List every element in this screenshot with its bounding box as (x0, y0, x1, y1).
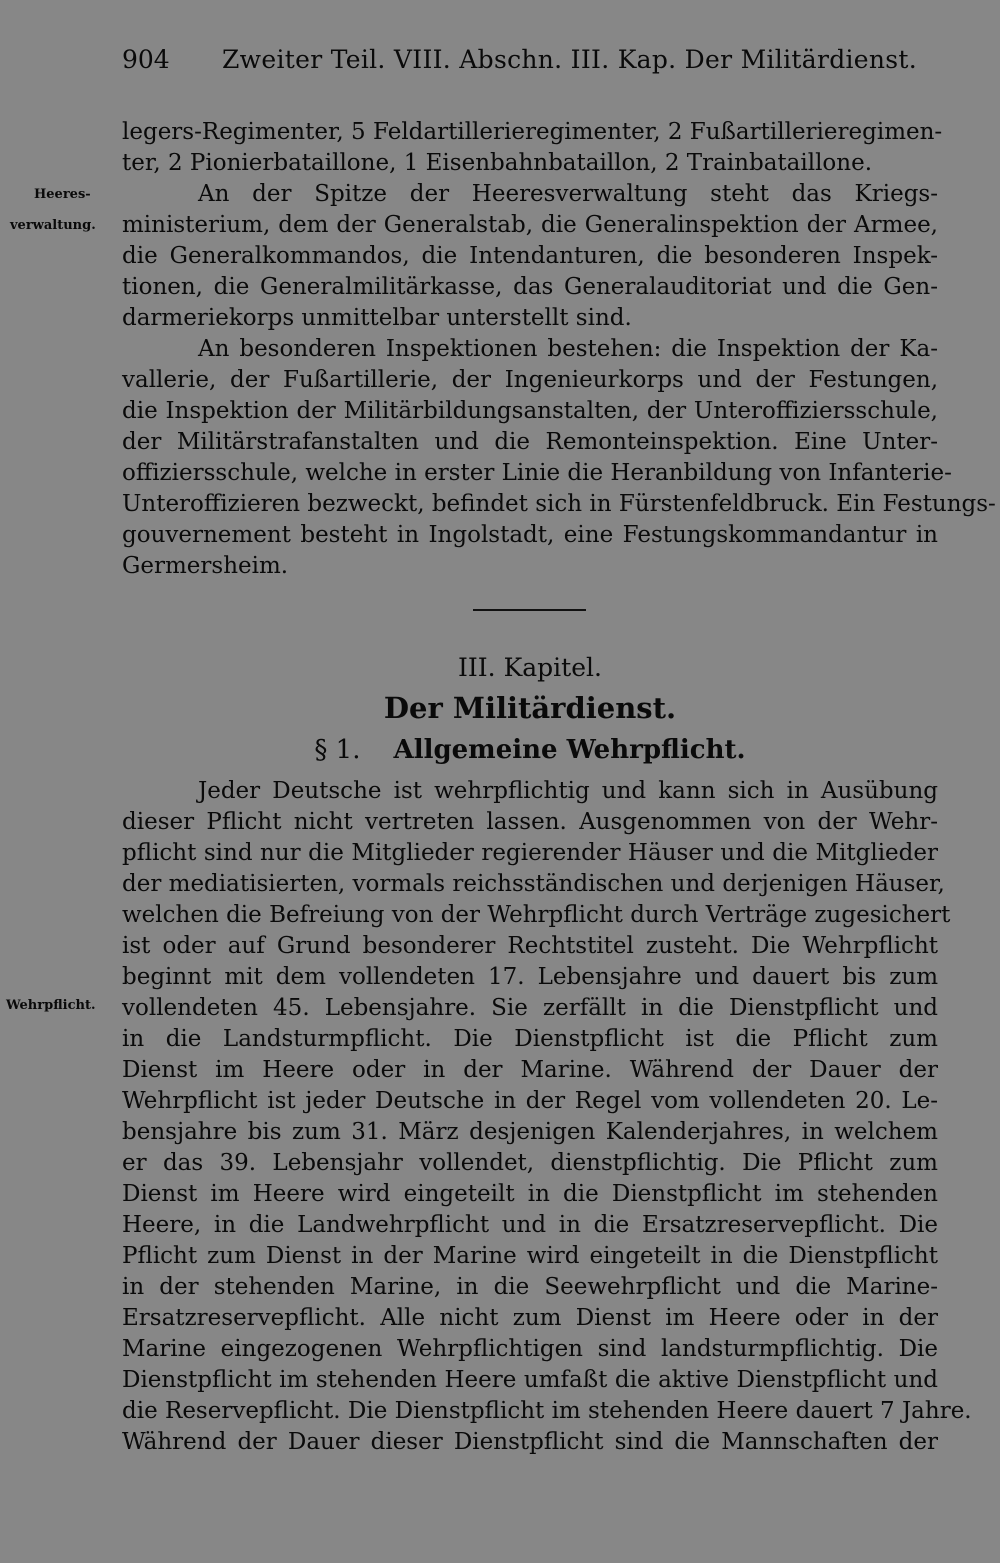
margin-note-heeresverwaltung: Heeres- (34, 187, 91, 202)
text-line: Germersheim. (122, 553, 289, 579)
text-line: Wehrpflicht ist jeder Deutsche in der Regel vom vollendeten 20. Le- (122, 1088, 938, 1114)
text-line: bensjahre bis zum 31. März desjenigen Kalenderjahres, in welchem (122, 1119, 938, 1145)
text-line: tionen, die Generalmilitärkasse, das Generalauditoriat und die Gen- (122, 274, 938, 300)
text-line: er das 39. Lebensjahr vollendet, dienstpflichtig. Die Pflicht zum (122, 1150, 938, 1176)
text-line: Pflicht zum Dienst in der Marine wird eingeteilt in die Dienstpflicht (122, 1243, 938, 1269)
text-line: Dienst im Heere wird eingeteilt in die Dienstpflicht im stehenden (122, 1181, 938, 1207)
text-line: beginnt mit dem vollendeten 17. Lebensjahre und dauert bis zum (122, 964, 938, 990)
chapter-number: III. Kapitel. (458, 653, 602, 682)
text-line: legers-Regimenter, 5 Feldartillerieregimenter, 2 Fußartillerieregimen- (122, 119, 943, 145)
running-head (122, 40, 938, 80)
text-line: die Generalkommandos, die Intendanturen, die besonderen Inspek- (122, 243, 938, 269)
section-divider (473, 609, 586, 611)
text-line: ist oder auf Grund besonderer Rechtstitel zusteht. Die Wehrpflicht (122, 933, 938, 959)
text-line: der mediatisierten, vormals reichsständischen und derjenigen Häuser, (122, 871, 945, 897)
text-line: die Reservepflicht. Die Dienstpflicht im stehenden Heere dauert 7 Jahre. (122, 1398, 972, 1424)
text-line: der Militärstrafanstalten und die Remonteinspektion. Eine Unter- (122, 429, 938, 455)
text-line: An der Spitze der Heeresverwaltung steht das Kriegs- (198, 181, 938, 207)
text-line: vollendeten 45. Lebensjahre. Sie zerfällt in die Dienstpflicht und (122, 995, 938, 1021)
section-title: Allgemeine Wehrpflicht. (393, 735, 746, 765)
text-line: in der stehenden Marine, in die Seewehrpflicht und die Marine- (122, 1274, 938, 1300)
text-line: darmeriekorps unmittelbar unterstellt sind. (122, 305, 632, 331)
text-line: pflicht sind nur die Mitglieder regierender Häuser und die Mitglieder (122, 840, 938, 866)
text-line: Heere, in die Landwehrpflicht und in die Ersatzreservepflicht. Die (122, 1212, 938, 1238)
text-line: gouvernement besteht in Ingolstadt, eine Festungskommandantur in (122, 522, 938, 548)
page-number: 904 (122, 45, 170, 74)
text-line: in die Landsturmpflicht. Die Dienstpflicht ist die Pflicht zum (122, 1026, 938, 1052)
text-line: die Inspektion der Militärbildungsanstalten, der Unteroffiziersschule, (122, 398, 938, 424)
margin-note-wehrpflicht: Wehrpflicht. (6, 998, 96, 1013)
section-number: § 1. (314, 735, 361, 765)
margin-note-heeresverwaltung: verwaltung. (10, 218, 96, 233)
text-line: ter, 2 Pionierbataillone, 1 Eisenbahnbataillon, 2 Trainbataillone. (122, 150, 873, 176)
text-line: welchen die Befreiung von der Wehrpflicht durch Verträge zugesichert (122, 902, 951, 928)
text-line: Dienst im Heere oder in der Marine. Während der Dauer der (122, 1057, 938, 1083)
text-line: Dienstpflicht im stehenden Heere umfaßt die aktive Dienstpflicht und (122, 1367, 938, 1393)
text-line: vallerie, der Fußartillerie, der Ingenieurkorps und der Festungen, (122, 367, 938, 393)
running-head-title: Zweiter Teil. VIII. Abschn. III. Kap. Der Militärdienst. (222, 45, 918, 74)
chapter-title: Der Militärdienst. (383, 691, 677, 725)
text-line: Marine eingezogenen Wehrpflichtigen sind landsturmpflichtig. Die (122, 1336, 938, 1362)
text-line: offiziersschule, welche in erster Linie die Heranbildung von Infanterie- (122, 460, 952, 486)
text-line: An besonderen Inspektionen bestehen: die Inspektion der Ka- (198, 336, 938, 362)
text-line: Unteroffizieren bezweckt, befindet sich in Fürstenfeldbruck. Ein Festungs- (122, 491, 996, 517)
text-line: Ersatzreservepflicht. Alle nicht zum Dienst im Heere oder in der (122, 1305, 938, 1331)
text-line: Jeder Deutsche ist wehrpflichtig und kann sich in Ausübung (198, 778, 938, 804)
text-line: Während der Dauer dieser Dienstpflicht sind die Mannschaften der (122, 1429, 938, 1455)
section-heading (122, 732, 938, 768)
text-line: dieser Pflicht nicht vertreten lassen. Ausgenommen von der Wehr- (122, 809, 938, 835)
text-line: ministerium, dem der Generalstab, die Generalinspektion der Armee, (122, 212, 938, 238)
